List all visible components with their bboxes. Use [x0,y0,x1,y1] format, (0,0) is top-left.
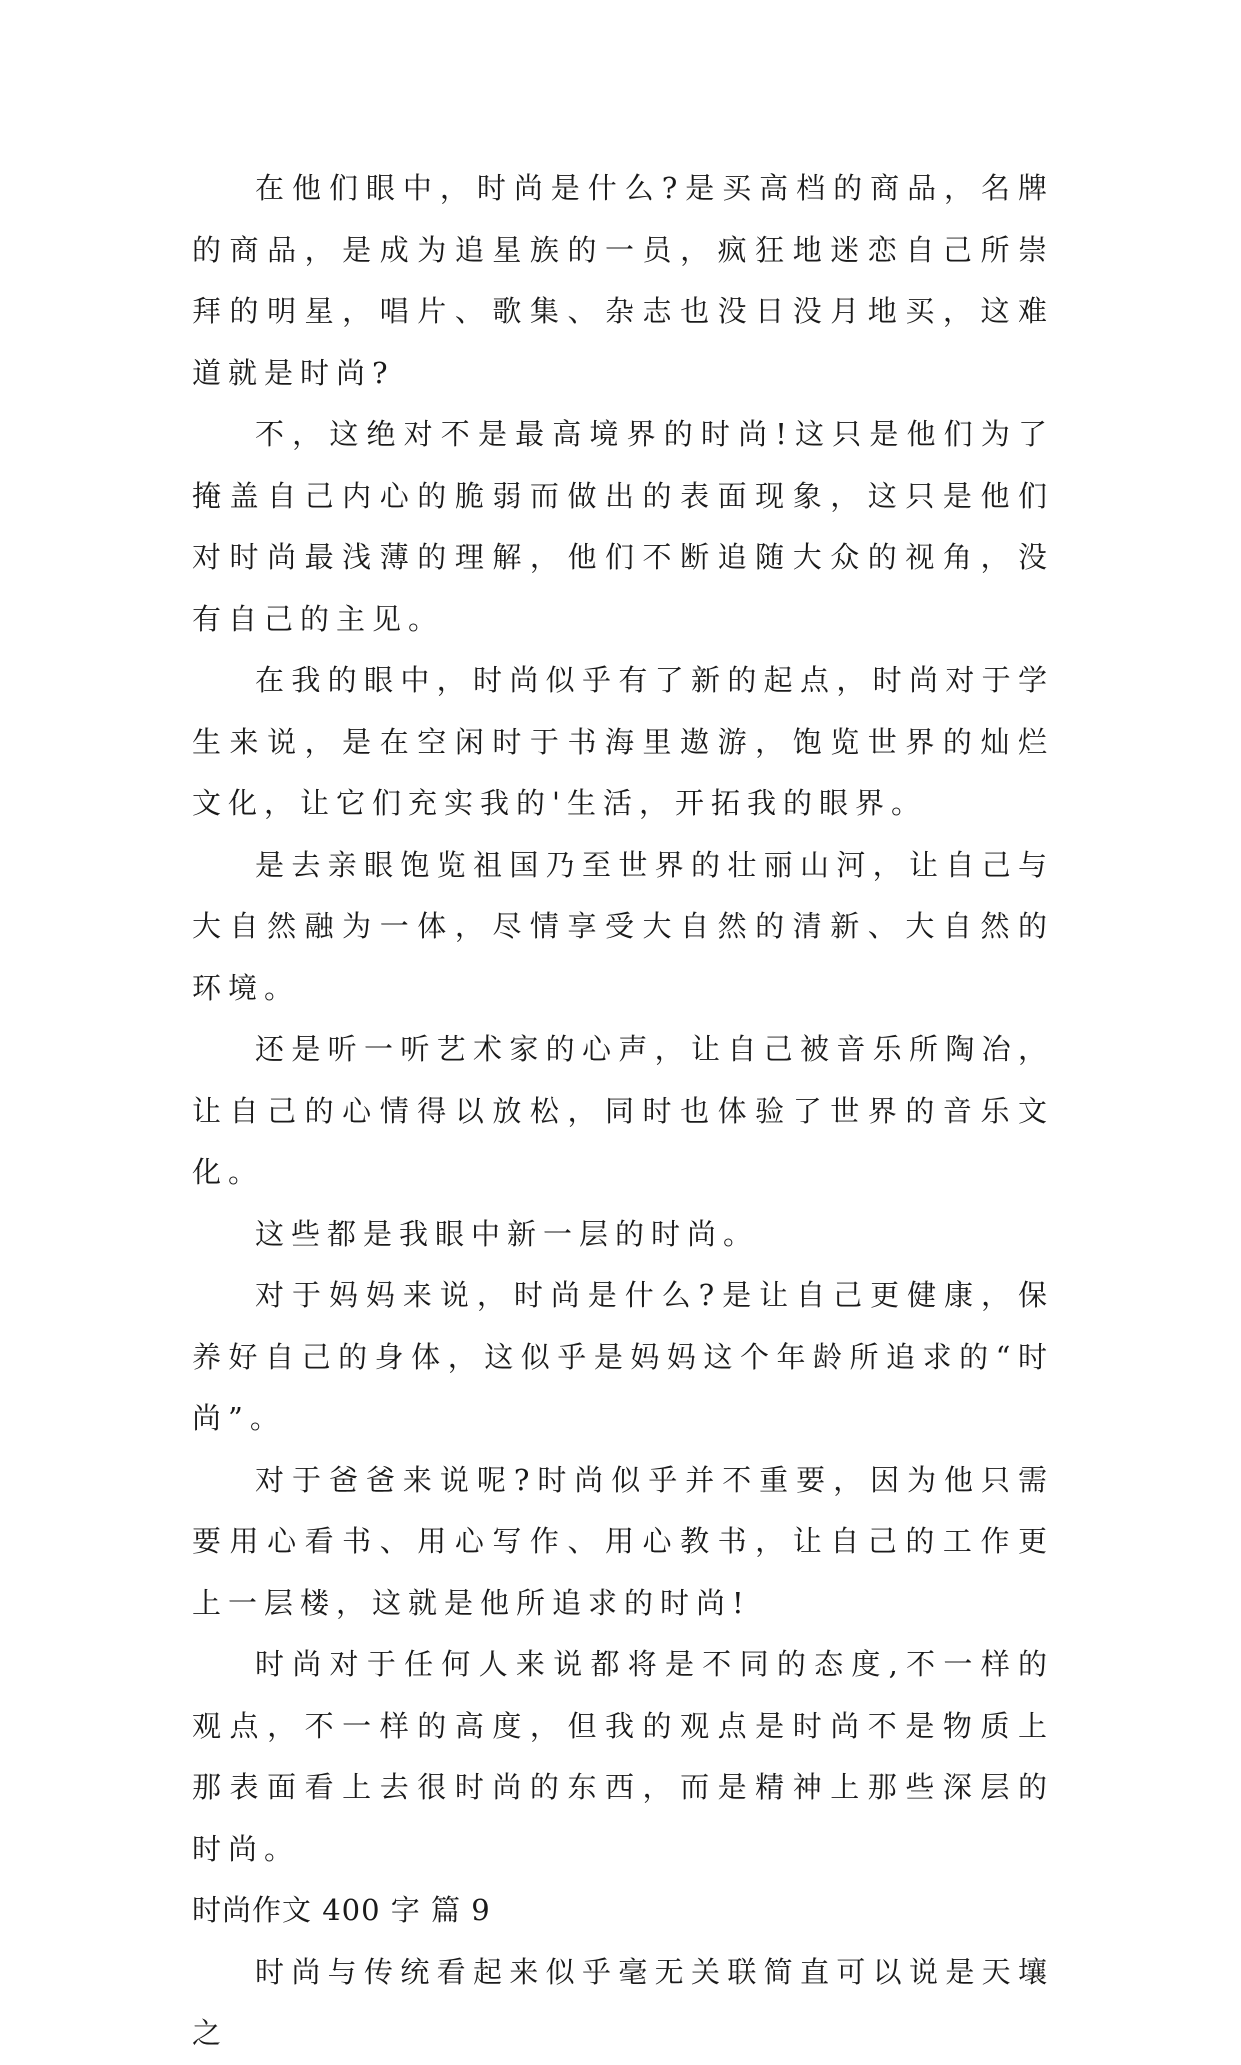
paragraph: 对于爸爸来说呢?时尚似乎并不重要，因为他只需要用心看书、用心写作、用心教书，让自己的工作更上一层楼，这就是他所追求的时尚! [192,1462,1054,1620]
paragraph: 对于妈妈来说，时尚是什么?是让自己更健康，保养好自己的身体，这似乎是妈妈这个年龄所追求的“时尚”。 [192,1278,1054,1435]
paragraph: 时尚对于任何人来说都将是不同的态度,不一样的观点，不一样的高度，但我的观点是时尚不是物质上那表面看上去很时尚的东西，而是精神上那些深层的时尚。 [192,1647,1054,1866]
section-heading: 时尚作文 400 字 篇 9 [192,1893,491,1927]
paragraph: 还是听一听艺术家的心声，让自己被音乐所陶冶，让自己的心情得以放松，同时也体验了世界的音乐文化。 [192,1032,1054,1189]
document-body [192,158,1054,2065]
paragraph: 在他们眼中，时尚是什么?是买高档的商品，名牌的商品，是成为追星族的一员，疯狂地迷恋自己所崇拜的明星，唱片、歌集、杂志也没日没月地买，这难道就是时尚? [192,171,1054,390]
paragraph: 不，这绝对不是最高境界的时尚!这只是他们为了掩盖自己内心的脆弱而做出的表面现象，这只是他们对时尚最浅薄的理解，他们不断追随大众的视角，没有自己的主见。 [192,417,1054,636]
paragraph: 时尚与传统看起来似乎毫无关联简直可以说是天壤之 [192,1954,1054,2050]
paragraph: 是去亲眼饱览祖国乃至世界的壮丽山河，让自己与大自然融为一体，尽情享受大自然的清新、大自然的环境。 [192,847,1054,1005]
paragraph: 这些都是我眼中新一层的时尚。 [255,1216,760,1251]
paragraph: 在我的眼中，时尚似乎有了新的起点，时尚对于学生来说，是在空闲时于书海里遨游，饱览世界的灿烂文化，让它们充实我的'生活，开拓我的眼界。 [192,663,1054,820]
